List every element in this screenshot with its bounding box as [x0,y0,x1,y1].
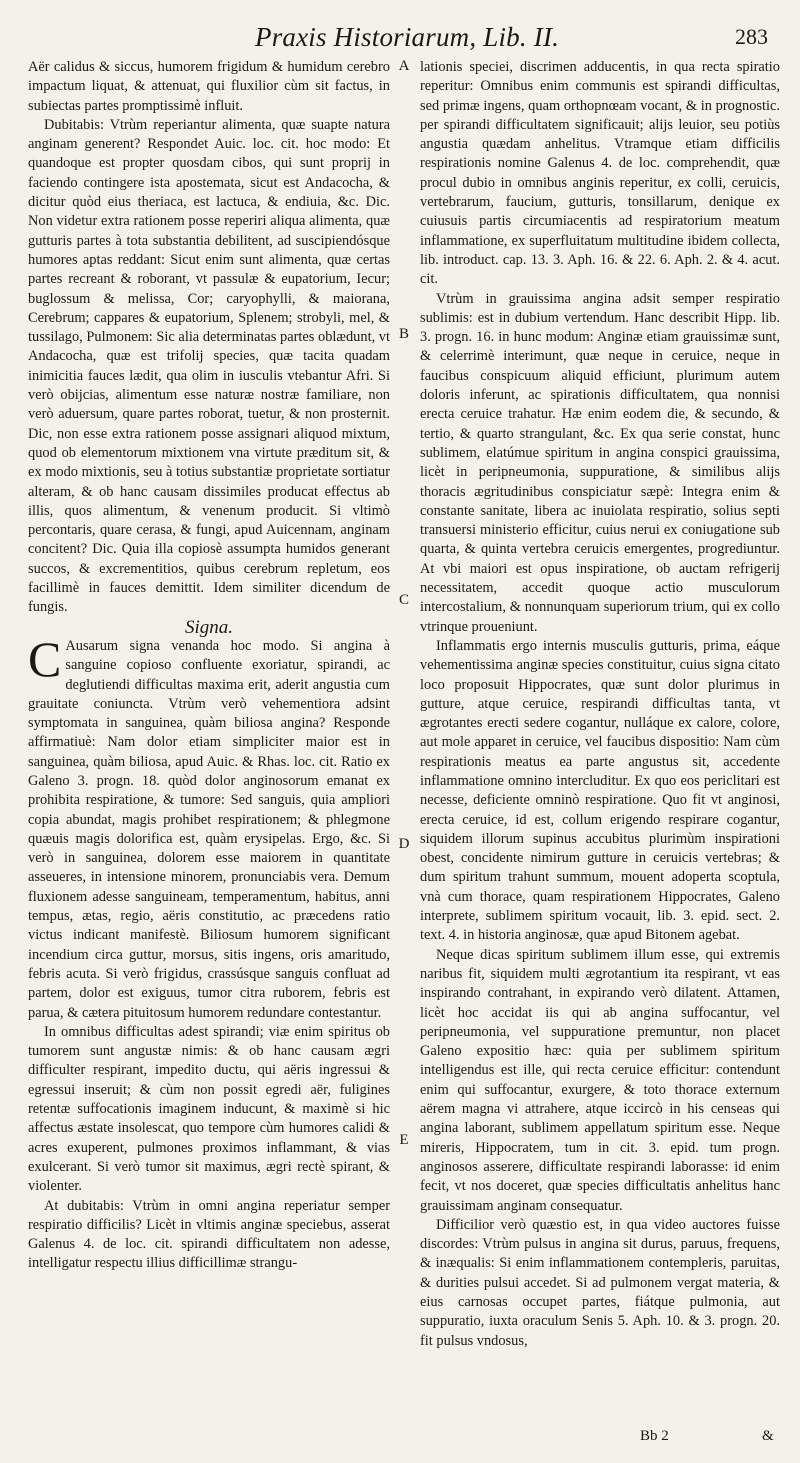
signature-mark: Bb 2 [640,1428,669,1444]
page-number: 283 [735,24,768,49]
paragraph: lationis speciei, discrimen adducentis, in qua recta spiratio reperitur: Omnibus enim communis est spirandi difficultas, sed primæ ingens, quam orthopnœam vocant, & in prognostic. per spirandi difficultatem significauit; alijs leuior, seu potiùs angustia quædam anhelitus. Vtramque etiam difficilis respirationis nomine Galenus 4. de loc. comprehendit, quæ procul dubio in omnibus anginis reperitur, ex colli, ceruicis, vertebrarum, faucium, gutturis, tonsillarum, denique ex cuiusuis partis circumiacentis ad respiratorium meatum inflammatione, ex superfluitatum multitudine ibidem collecta, lib. introduct. cap. 13. 3. Aph. 16. & 22. 6. Aph. 2. & 4. acut. cit. [420,59,780,288]
margin-letter: E [399,1132,409,1148]
drop-cap: C [28,630,62,687]
paragraph: At dubitabis: Vtrùm in omni angina reperiatur semper respiratio difficilis? Licèt in vltimis anginæ speciebus, asserat Galenus 4. de loc. cit. spirandi difficultatem non adesse, intelligatur respectu illius difficillimæ strangu- [28,1197,390,1272]
section-heading: Signa. [184,616,234,638]
paragraph: Vtrùm in grauissima angina adsit semper respiratio sublimis: est in dubium vertendum. Hanc describit Hipp. lib. 3. progn. 16. in hunc modum: Anginæ etiam grauissimæ sunt, & celerrimè interimunt, quæ neque in ceruice, neque in faucibus conspicuum aliquid efficiunt, plurimum autem doloris inferunt, ac spirationis difficultatem, qua nonnisi erecta ceruice trahatur. Hæ enim eodem die, & secundo, & tertio, & quarto strangulant, &c. Ex qua serie constat, hunc sublimem, elatúmue spiritum in angina conspici grauissima, licèt in peripneumonia, suppuratione, & similibus alijs thoracis ægritudinibus conspiciatur sæpè: Integra enim & constante sanitate, libera ac inuiolata respiratio, solius septi transuersi ministerio efficitur, cuius nerui ex coniugatione sub quarta, & quinta vertebra ceruicis emergentes, progrediuntur. At vbi maiori est opus inspiratione, ob auctam refrigerij necessitatem, accedit quoque actio musculorum intercostalium, & nonnunquam superiorum trium, qui ex collo vtrinque proueniunt. [420,290,780,635]
paragraph [28,630,390,1023]
paragraph-text: Ausarum signa venanda hoc modo. Si angina à sanguine copioso confluente exoriatur, spirandi, ac deglutiendi difficultas maxima erit, aderit angustia cum grauitate coniuncta. Vtrùm verò vehementiora adsint symptomata in sanguinea, quàm biliosa angina? Responde affirmatiuè: Nam dolor etiam simpliciter maior est in sanguinea, quàm biliosa, apud Auic. & Rhas. loc. cit. Ratio ex Galeno 3. progn. 18. quòd dolor anginosorum emanat ex prohibita respiratione, & tumore: Sed sanguis, quia ampliori copia abundat, magis prohibet respirationem; & phlegmone quæuis magis dolorifica est, quàm erysipelas. Ergo, &c. Si verò in sanguinea, dolorem esse maiorem in quantitate asseueres, in intensione minorem, pronunciabis vera. Demum fluxionem adesse sanguineam, temperamentum, habitus, anni tempus, ætas, regio, aëris constitutio, ac præcedens ratio victus indicant manifestè. Biliosum humorem significant incendium circa guttur, morsus, sitis ingens, oris amaritudo, febris acuta. Si verò frigidus, crassúsque sanguis confluat ad partem, dolor est exiguus, tumor citra ruborem, febris est parua, & cætera pituitosum humorem redundare contestantur. [28,637,390,1021]
paragraph: Inflammatis ergo internis musculis gutturis, prima, eáque vehementissima anginæ species constituitur, cuius signa citato loco proposuit Hippocrates, quæ sunt dolor plurimus in gutture, atque ceruice, respirandi difficultas tanta, vt ægrotantes erecti sedere cogantur, nulláque ex calore, colore, aut mole apparet in ceruice, vel faucibus dispositio: Nam cùm respirationis meatus ea parte angustus sit, accedente inflammatione omnino intercluditur. Ex quo eos periclitari est necesse, deficiente omninò respiratione. Quo fit vt anginosi, erecta ceruice, id est, collum erigendo respirare cogantur, siquidem illorum supinus accubitus plurimùm inspirationi obest, concidente nimirum gutture in ceruicis vertebras; & dum spiritum trahunt summum, mouent adoperta scoptula, vnà cum thorace, quam respirationem Hippocrates, Galeno interprete, sublimem spiritum vocauit, lib. 3. epid. sect. 2. text. 4. in historia anginosæ, quæ apud Bitonem agebat. [420,637,780,944]
paragraph: Dubitabis: Vtrùm reperiantur alimenta, quæ suapte natura anginam generent? Respondet Auic. loc. cit. hoc modo: Et quandoque est propter quosdam cibos, qui sunt proprij in faciendo contingere ista apostemata, sicut est Andacocha, & dicitur quòd eius theriaca, est lactuca, & endiuia, &c. Dic. Non videtur extra rationem posse reperiri aliqua alimenta, quæ gutturis partes à tota substantia debilitent, ad suscipiendósque humores aptas reddant: Sicut enim sunt alimenta, quæ certas partes recreant & roborant, vt passulæ & eupatorium, Iecur; buglossum & melissa, Cor; caryophylli, & maiorana, Cerebrum; cappares & eupatorium, Splenem; strobyli, mel, & tussilago, Pulmonem: Sic alia determinatas partes oblædunt, vt Andacocha, quæ est trifolij species, quæ tacita quadam inimicitia fauces lædit, qua olim in iusculis vtebantur Afri. Si verò obijcias, alimentum esse naturæ nostræ familiare, non verò aduersum, quare partes roborat, tuetur, & non prosternit. Dic, non esse extra rationem posse assignari aliquod mixtum, quod ob elementorum mixtionem vna virtute præditum sit, & ex modo mixtionis, seu à totius substantiæ proprietate sortiatur alteram, & ob hanc causam dissimiles producat effectus ab illis, quos alimentum, & venenum producit. Si vltimò percontaris, quare cerasa, & fungi, apud Auicennam, anginam concitent? Dic. Quia illa copiosè assumpta humidos generant succos, & excrementitios, quibus cerebrum repletum, eos facillimè in fauces demittit. Idem similiter dicendum de fungis. [28,116,390,616]
margin-letter: C [398,592,409,608]
paragraph: In omnibus difficultas adest spirandi; viæ enim spiritus ob tumorem sunt angustæ nimis: & ob hanc causam ægri difficulter respirant, impedito ductu, qui aëris ingressui & egressui inseruit; & cùm non possit egredi aër, fuligines retentæ suffocationis imaginem inducunt, & maximè si hic affectus æstate insolescat, quo tempore cùm humores calidi & acres exuperent, pulmones proximos inflammant, & vias exulcerant. Si verò tumor sit maximus, ægri rectè spirant, & violenter. [28,1023,390,1195]
running-head [0,14,800,54]
paragraph: Aër calidus & siccus, humorem frigidum & humidum cerebro impactum liquat, & attenuat, qui fluxilior cùm sit factus, in subiectas partes promptissimè influit. [28,59,390,114]
running-title: Praxis Historiarum, Lib. II. [255,22,560,52]
margin-letter: B [398,326,409,342]
page-footer [0,1428,800,1452]
right-column [420,58,780,1453]
margin-letter: A [398,58,410,74]
paragraph: Difficilior verò quæstio est, in qua video auctores fuisse discordes: Vtrùm pulsus in angina sit durus, paruus, frequens, & inæqualis: Si enim inflammationem contempleris, paruitas, & durities pulsui accedet. Si ad pulmonem vergat materia, & eius carnosas occupet partes, fiátque pulmonia, aut suppuratio, iuxta oraculum Senis 5. Aph. 10. & 3. progn. 20. fit pulsus vndosus, [420,1216,780,1349]
catchword: & [762,1428,774,1444]
left-column [28,58,390,1453]
paragraph: Neque dicas spiritum sublimem illum esse, qui extremis naribus fit, siquidem multi ægrotantium ita respirant, vt eas inspirando contrahant, in expirando verò dilatent. Attamen, licèt hoc accidat iis qui ab angina suffocantur, vel peripneumonia, vel suppuratione premuntur, non placet Galeno expositio hæc: quia per sublimem spiritum intelligendus est ille, qui recta ceruice efficitur: contendunt enim qui suffocantur, exurgere, & toto thorace externum aërem magna vi attrahere, atque iccircò in his censeas qui angina laborant, sublimem appellatum spiritum esse. Neque mireris, Hippocratem, tum in cit. 3. epid. tum progn. anginosos asserere, difficultate respirandi laborasse: id enim fecit, vt nos doceret, quæ species difficultatis anhelitus hanc grauissimam anginam consequatur. [420,946,780,1214]
margin-letter: D [398,836,410,852]
